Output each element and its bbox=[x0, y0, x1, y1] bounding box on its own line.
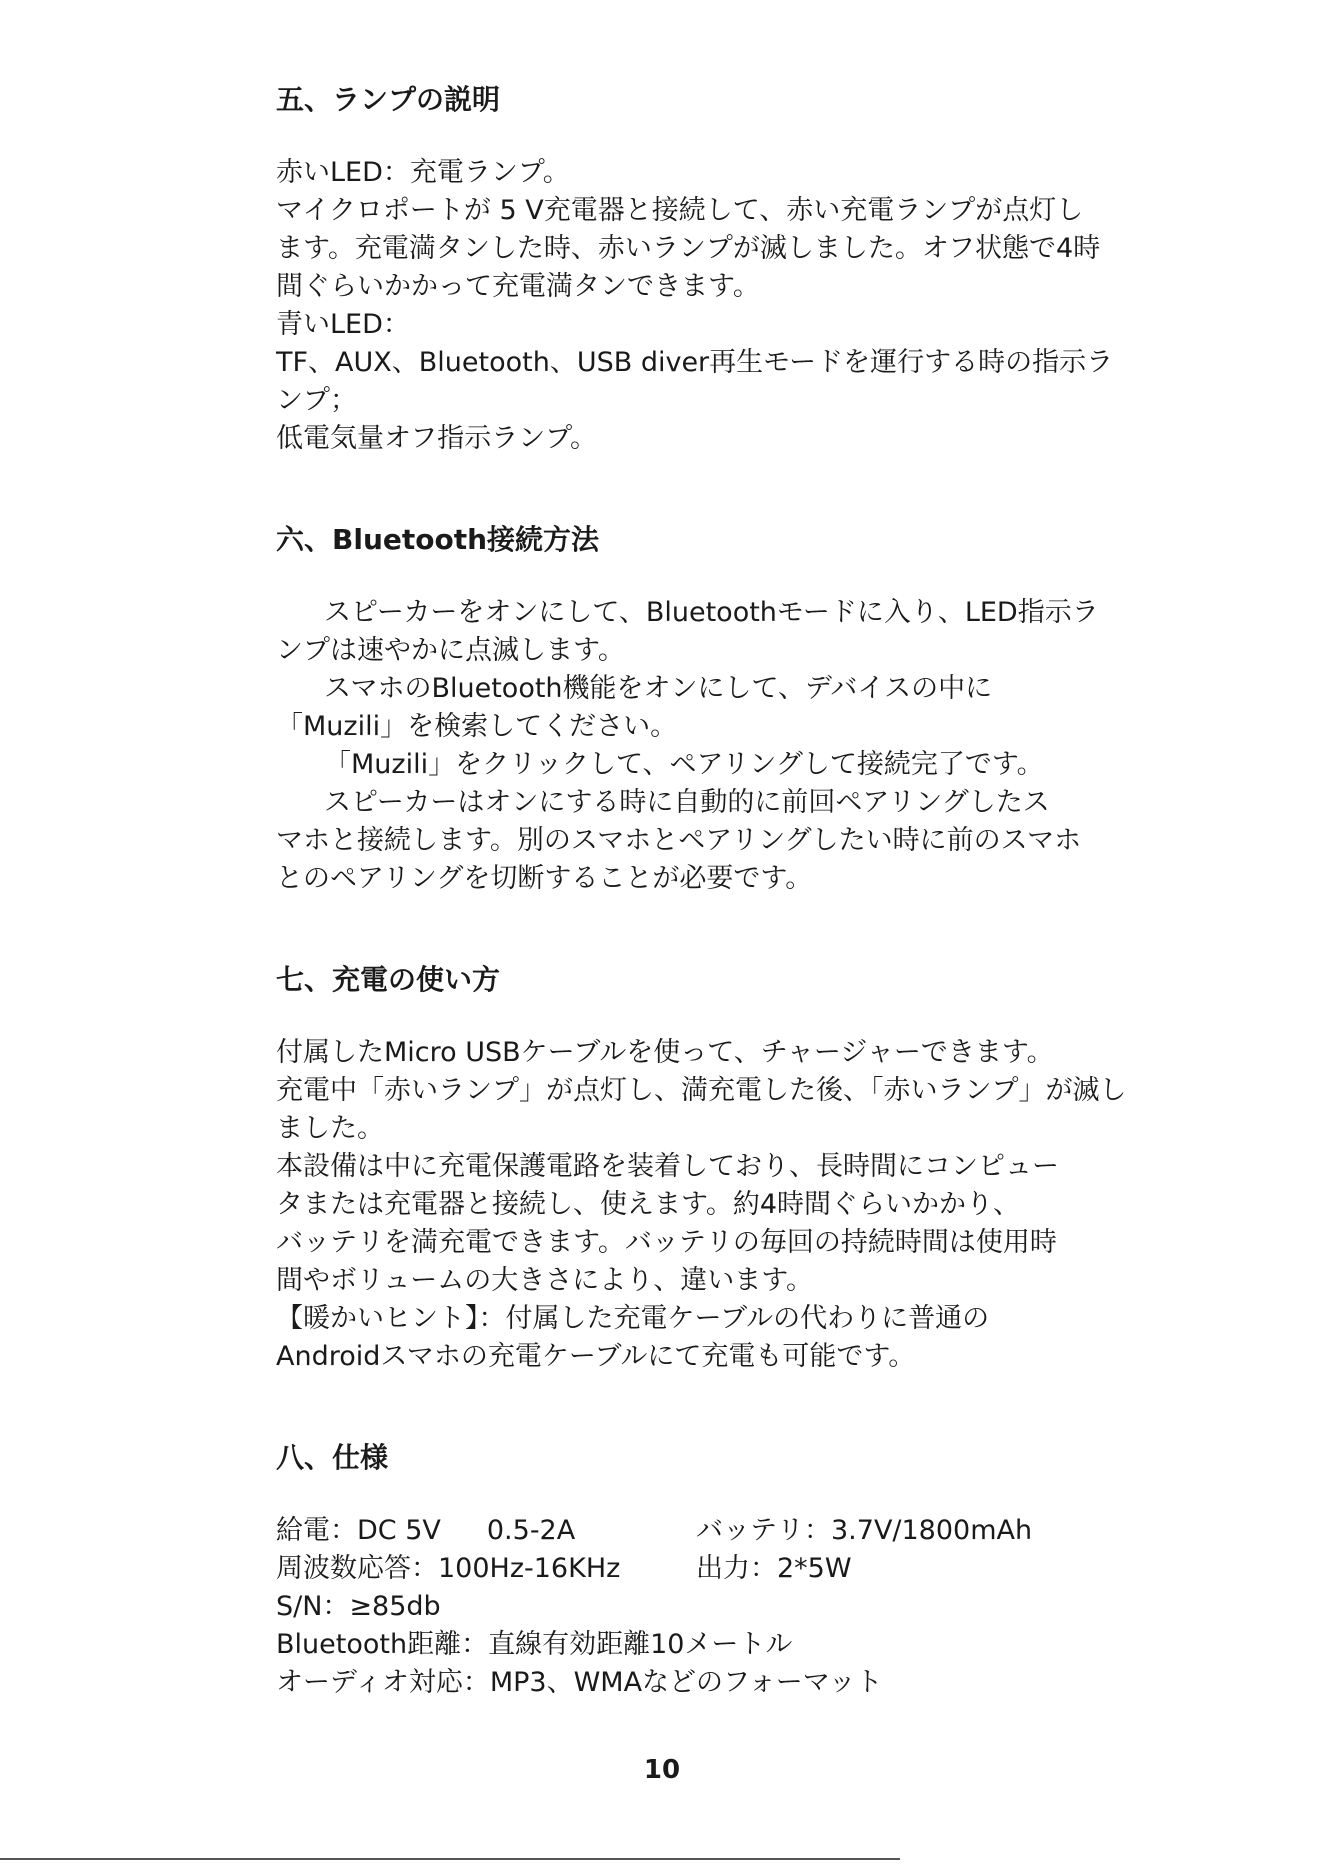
section-body-bluetooth bbox=[276, 594, 1099, 898]
paragraph-line: 【暖かいヒント】：付属した充電ケーブルの代わりに普通の bbox=[276, 1303, 990, 1334]
paragraph-line: 充電中「赤いランプ」が点灯し、満充電した後、「赤いランプ」が滅し bbox=[276, 1075, 1127, 1106]
paragraph-line: Androidスマホの充電ケーブルにて充電も可能です。 bbox=[276, 1341, 916, 1372]
spec-row bbox=[276, 1550, 1066, 1588]
paragraph-line: ました。 bbox=[276, 1113, 384, 1144]
paragraph-line: タまたは充電器と接続し、使えます。約4時間ぐらいかかり、 bbox=[276, 1189, 1021, 1220]
paragraph-line: ンプは速やかに点滅します。 bbox=[276, 635, 625, 666]
manual-page bbox=[276, 80, 1127, 1702]
paragraph-line: マイクロポートが 5 V充電器と接続して、赤い充電ランプが点灯し bbox=[276, 195, 1084, 226]
spec-sn: S/N：≥85db bbox=[276, 1591, 441, 1622]
paragraph-line: 低電気量オフ指示ランプ。 bbox=[276, 423, 598, 454]
page-number: 10 bbox=[643, 1755, 681, 1785]
section-heading-specs: 八、仕様 bbox=[276, 1441, 389, 1474]
spec-table bbox=[276, 1512, 1066, 1702]
spec-battery: バッテリ：3.7V/1800mAh bbox=[696, 1515, 1033, 1546]
paragraph-line: スマホのBluetooth機能をオンにして、デバイスの中に bbox=[324, 673, 993, 704]
spec-frequency: 周波数応答：100Hz-16KHz bbox=[276, 1553, 621, 1584]
paragraph-line: スピーカーをオンにして、Bluetoothモードに入り、LED指示ラ bbox=[324, 597, 1099, 628]
section-heading-charging: 七、充電の使い方 bbox=[276, 963, 501, 996]
paragraph-line: とのペアリングを切断することが必要です。 bbox=[276, 863, 813, 894]
paragraph-line: 赤いLED：充電ランプ。 bbox=[276, 157, 570, 188]
spec-audio: オーディオ対応：MP3、WMAなどのフォーマット bbox=[276, 1667, 883, 1698]
paragraph-line: スピーカーはオンにする時に自動的に前回ペアリングしたス bbox=[324, 787, 1050, 818]
section-body-lamp bbox=[276, 154, 1114, 458]
spec-row bbox=[276, 1512, 1066, 1550]
paragraph-line: TF、AUX、Bluetooth、USB diver再生モードを運行する時の指示ラ bbox=[276, 347, 1114, 378]
paragraph-line: 間やボリュームの大きさにより、違います。 bbox=[276, 1265, 814, 1296]
spec-power: 給電：DC 5V bbox=[276, 1515, 441, 1546]
bottom-divider bbox=[0, 1858, 900, 1860]
spec-output: 出力：2*5W bbox=[696, 1553, 852, 1584]
spec-power-current: 0.5-2A bbox=[486, 1515, 576, 1546]
spec-bt-distance: Bluetooth距離：直線有効距離10メートル bbox=[276, 1629, 793, 1660]
paragraph-line: 付属したMicro USBケーブルを使って、チャージャーできます。 bbox=[276, 1037, 1054, 1068]
section-heading-bluetooth: 六、Bluetooth接続方法 bbox=[276, 523, 600, 556]
paragraph-line: 青いLED： bbox=[276, 309, 410, 340]
paragraph-line: バッテリを満充電できます。バッテリの毎回の持続時間は使用時 bbox=[276, 1227, 1057, 1258]
section-heading-lamp: 五、ランプの説明 bbox=[276, 83, 501, 116]
paragraph-line: 間ぐらいかかって充電満タンできます。 bbox=[276, 271, 760, 302]
paragraph-line: マホと接続します。別のスマホとペアリングしたい時に前のスマホ bbox=[276, 825, 1082, 856]
paragraph-line: ンプ； bbox=[276, 385, 357, 416]
paragraph-line: 「Muzili」を検索してください。 bbox=[276, 711, 678, 742]
paragraph-line: 「Muzili」をクリックして、ペアリングして接続完了です。 bbox=[324, 749, 1044, 780]
section-body-charging bbox=[276, 1034, 1127, 1376]
paragraph-line: ます。充電満タンした時、赤いランプが滅しました。オフ状態で4時 bbox=[276, 233, 1101, 264]
paragraph-line: 本設備は中に充電保護電路を装着しており、長時間にコンピュー bbox=[276, 1151, 1059, 1182]
